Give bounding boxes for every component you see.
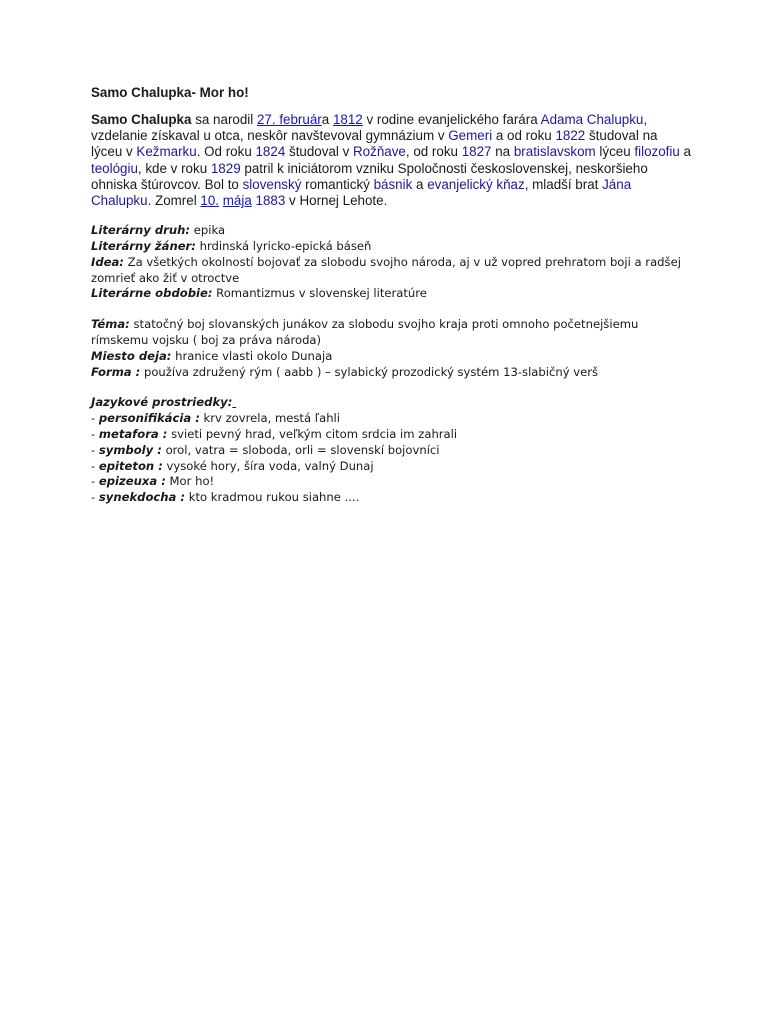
heading-trailing-space <box>232 395 236 409</box>
literary-genre-row <box>91 223 691 239</box>
bio-text: patril k iniciátorom vzniku Spoločnosti československej, neskoršieho ohniska štúrovcov. Bol to <box>91 160 648 192</box>
bio-text: . Od roku <box>196 144 256 160</box>
link-year-1883[interactable]: 1883 <box>255 193 286 209</box>
link-basnik[interactable]: básnik <box>373 176 413 192</box>
device-item <box>91 411 691 427</box>
bio-text: , od roku <box>405 144 462 160</box>
bio-text: a <box>412 176 428 192</box>
device-item <box>91 474 691 490</box>
device-dash: - <box>91 426 99 441</box>
link-jan-chalupka[interactable]: Jána Chalupku <box>91 176 632 209</box>
bio-text: a <box>679 144 691 160</box>
biography-paragraph <box>91 112 691 209</box>
literary-genre-value: epika <box>190 223 226 238</box>
link-gemer[interactable]: Gemeri <box>448 128 493 144</box>
device-label: personifikácia : <box>98 411 200 426</box>
language-devices-heading-row <box>91 395 691 411</box>
link-evanjelicky-knaz[interactable]: evanjelický kňaz <box>427 176 525 192</box>
device-dash: - <box>91 442 99 457</box>
theme-value: statočný boj slovanských junákov za slobodu svojho kraja proti omnoho početnejšiemu rímskemu vojsku ( boj za práva národa) <box>91 317 639 347</box>
form-value: používa združený rým ( aabb ) – sylabický prozodický systém 13-slabičný verš <box>140 364 599 379</box>
literary-subgenre-label: Literárny žáner: <box>91 239 196 254</box>
link-adam-chalupka[interactable]: Adama Chalupku <box>540 112 644 127</box>
literary-subgenre-row <box>91 239 691 255</box>
device-dash: - <box>91 458 99 473</box>
setting-value: hranice vlasti okolo Dunaja <box>171 348 333 363</box>
bio-text: v Hornej Lehote. <box>285 193 388 209</box>
link-roznava[interactable]: Rožňave <box>353 144 406 160</box>
bio-text: . Zomrel <box>147 193 201 209</box>
setting-label: Miesto deja: <box>91 348 172 363</box>
link-kezmarok[interactable]: Kežmarku <box>136 144 197 160</box>
bio-text: a <box>321 112 330 127</box>
literary-info-section <box>91 223 691 302</box>
link-year-1827[interactable]: 1827 <box>461 144 492 160</box>
idea-row <box>91 255 691 287</box>
device-dash: - <box>91 411 99 426</box>
document-body <box>91 84 691 506</box>
device-item <box>91 490 691 506</box>
link-birth-date[interactable]: 27. február <box>256 112 322 127</box>
link-death-day[interactable]: 10. <box>200 193 220 209</box>
literary-genre-label: Literárny druh: <box>91 223 191 238</box>
device-item <box>91 459 691 475</box>
device-item <box>91 427 691 443</box>
form-row <box>91 365 691 381</box>
device-dash: - <box>91 474 99 489</box>
device-value: krv zovrela, mestá ľahli <box>199 411 340 426</box>
link-death-month[interactable]: mája <box>222 193 252 209</box>
link-bratislava[interactable]: bratislavskom <box>513 144 596 160</box>
idea-value: Za všetkých okolností bojovať za slobodu svojho národa, aj v už vopred prehratom boji a radšej zomrieť ako žiť v otroctve <box>91 254 681 285</box>
link-year-1822[interactable]: 1822 <box>555 128 586 144</box>
author-name: Samo Chalupka <box>91 112 192 127</box>
link-teologia[interactable]: teológiu <box>91 160 138 176</box>
device-label: metafora : <box>98 426 168 441</box>
language-devices-section <box>91 395 691 506</box>
document-title: Samo Chalupka- Mor ho! <box>91 85 249 100</box>
bio-text: romantický <box>301 176 374 192</box>
setting-row <box>91 349 691 365</box>
device-label: synekdocha : <box>98 490 186 505</box>
device-label: symboly : <box>98 442 162 457</box>
bio-text: a od roku <box>492 128 556 144</box>
device-item <box>91 443 691 459</box>
language-devices-heading: Jazykové prostriedky: <box>91 395 233 410</box>
idea-label: Idea: <box>91 254 124 269</box>
bio-text: študoval v <box>285 144 354 160</box>
device-value: vysoké hory, šíra voda, valný Dunaj <box>162 458 374 473</box>
literary-period-label: Literárne obdobie: <box>91 286 213 301</box>
theme-row <box>91 317 691 349</box>
link-year-1824[interactable]: 1824 <box>255 144 286 160</box>
device-value: kto kradmou rukou siahne .... <box>185 490 360 505</box>
link-slovensky[interactable]: slovenský <box>242 176 302 192</box>
form-label: Forma : <box>91 364 141 379</box>
device-value: svieti pevný hrad, veľkým citom srdcia im zahrali <box>167 426 458 441</box>
literary-period-row <box>91 286 691 302</box>
bio-text: , mladší brat <box>524 176 603 192</box>
bio-text: , vzdelanie získaval u otca, neskôr navštevoval gymnázium v <box>91 112 648 144</box>
device-value: orol, vatra = sloboda, orli = slovenskí bojovníci <box>161 442 440 457</box>
bio-text: na <box>491 144 514 160</box>
device-value: Mor ho! <box>165 474 215 489</box>
bio-text: študoval na lýceu v <box>91 128 658 160</box>
literary-period-value: Romantizmus v slovenskej literatúre <box>212 286 427 301</box>
link-year-1812[interactable]: 1812 <box>332 112 363 127</box>
bio-text: v rodine evanjelického farára <box>362 112 541 127</box>
link-year-1829[interactable]: 1829 <box>210 160 241 176</box>
literary-subgenre-value: hrdinská lyricko-epická báseň <box>195 239 372 254</box>
content-section <box>91 317 691 380</box>
device-dash: - <box>91 490 99 505</box>
theme-label: Téma: <box>91 317 130 332</box>
bio-text: lýceu <box>595 144 635 160</box>
device-label: epiteton : <box>98 458 163 473</box>
bio-text: sa narodil <box>191 112 257 127</box>
bio-text: , kde v roku <box>137 160 211 176</box>
device-label: epizeuxa : <box>98 474 166 489</box>
link-filozofia[interactable]: filozofiu <box>634 144 680 160</box>
